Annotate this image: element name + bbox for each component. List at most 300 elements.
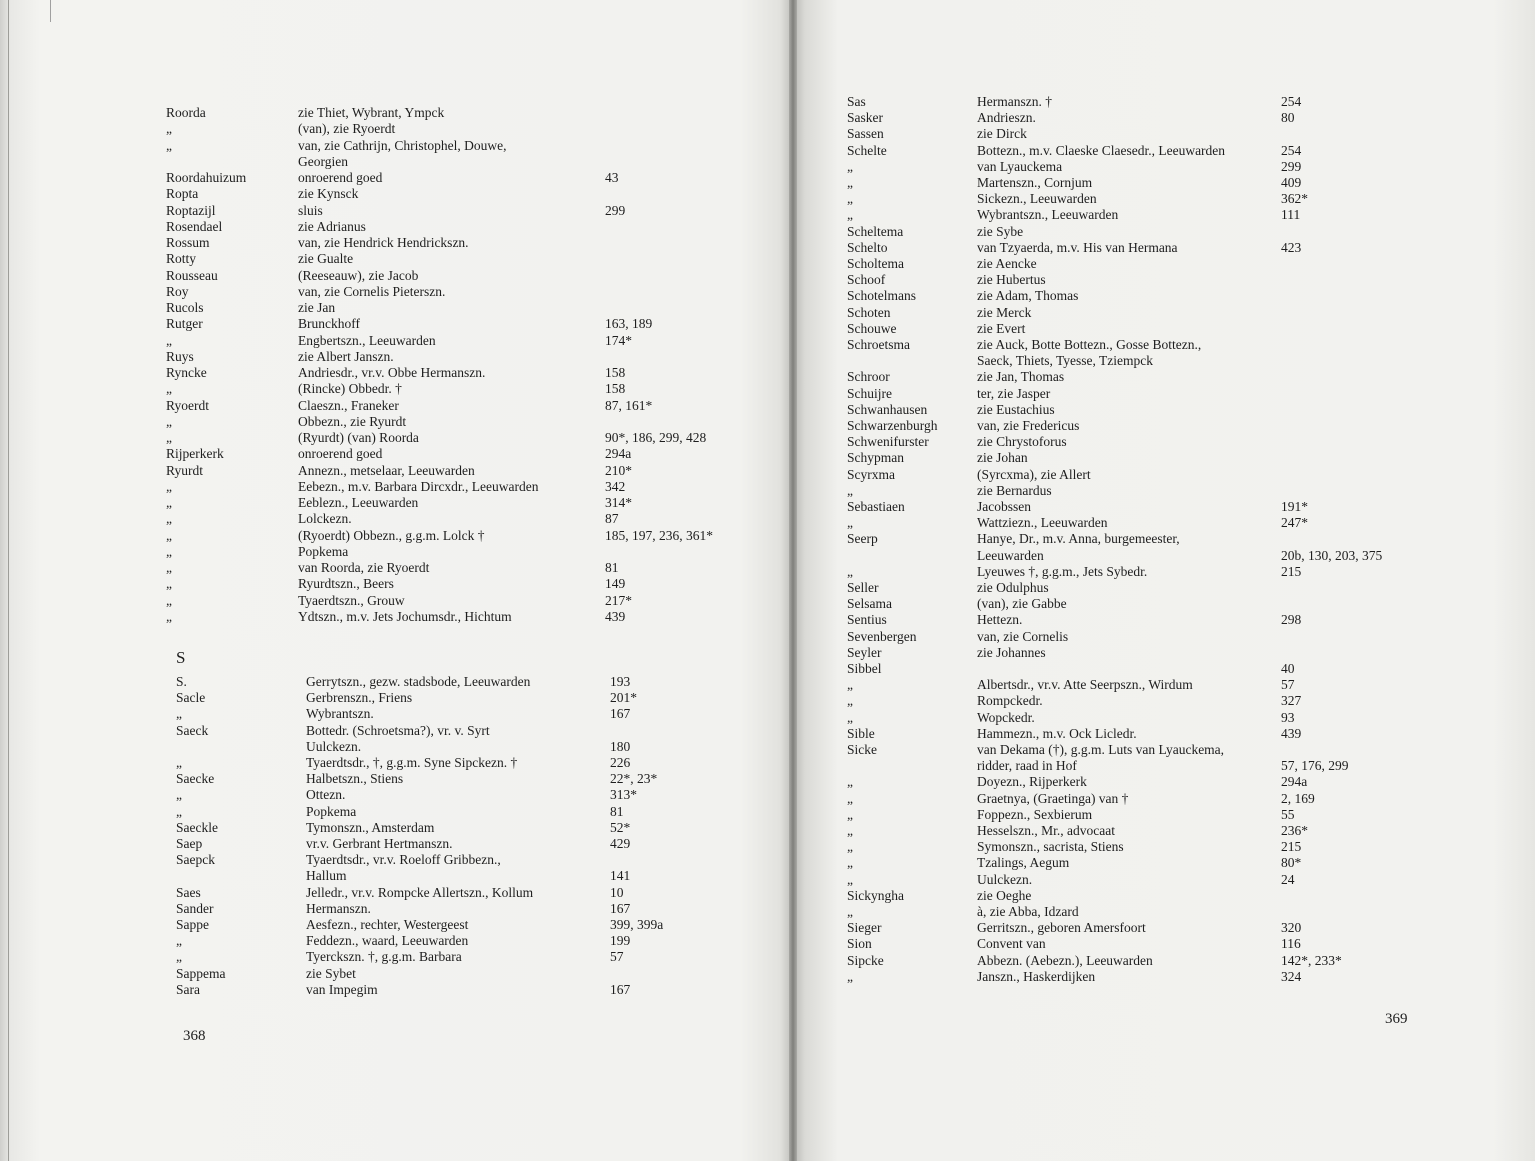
entry-name: Schroetsma [847, 337, 910, 352]
entry-description: Wattziezn., Leeuwarden [977, 515, 1108, 531]
index-entry [793, 240, 1535, 256]
book-gutter [789, 0, 797, 1161]
entry-description: Gerrytszn., gezw. stadsbode, Leeuwarden [306, 674, 531, 689]
entry-name: Sickyngha [847, 887, 904, 903]
entry-name: Ryoerdt [166, 397, 209, 413]
entry-page-refs: 40 [1281, 661, 1295, 676]
index-entry [793, 369, 1535, 385]
entry-description: zie Johan [977, 450, 1028, 466]
entry-page-refs: 247* [1281, 515, 1308, 531]
index-entry [0, 723, 793, 739]
entry-page-refs: 226 [610, 755, 631, 770]
section-letter: S [176, 648, 186, 667]
index-entry [793, 418, 1535, 434]
entry-page-refs: 90*, 186, 299, 428 [605, 430, 707, 445]
entry-description: Tzalings, Aegum [977, 855, 1070, 871]
entry-name: Roy [166, 283, 189, 299]
entry-description: Claeszn., Franeker [298, 397, 399, 413]
index-entry [0, 365, 793, 381]
entry-description: zie Evert [977, 320, 1026, 336]
entry-name: Selsama [847, 596, 892, 612]
index-entry [793, 434, 1535, 450]
entry-page-refs: 217* [605, 592, 632, 608]
entry-name: „ [847, 563, 853, 579]
index-entry [0, 609, 793, 625]
index-entry [793, 272, 1535, 288]
entry-name: Rousseau [166, 267, 218, 283]
index-entry [793, 386, 1535, 402]
index-entry [793, 920, 1535, 936]
entry-name: „ [166, 560, 172, 575]
entry-description: Tyerckszn. †, g.g.m. Barbara [306, 949, 462, 965]
index-entry [793, 936, 1535, 952]
entry-name: „ [166, 511, 172, 527]
entry-page-refs: 409 [1281, 175, 1302, 190]
index-entry [793, 742, 1535, 758]
entry-name: Scholtema [847, 256, 904, 271]
index-entry [0, 235, 793, 251]
entry-description: (Reeseauw), zie Jacob [298, 267, 419, 283]
index-entry [0, 528, 793, 544]
entry-description: zie Jan, Thomas [977, 369, 1065, 385]
entry-description: Aesfezn., rechter, Westergeest [306, 917, 469, 932]
entry-description: Leeuwarden [977, 547, 1044, 563]
index-entry [0, 268, 793, 284]
entry-description: Jelledr., vr.v. Rompcke Allertszn., Kollum [306, 884, 534, 900]
entry-description: (van), zie Ryoerdt [298, 121, 396, 137]
index-entry [0, 316, 793, 332]
entry-description: (Syrcxma), zie Allert [977, 466, 1091, 482]
entry-name: Sander [176, 900, 214, 916]
entry-description: Georgien [298, 153, 348, 169]
entry-description: zie Auck, Botte Bottezn., Gosse Bottezn., [977, 337, 1202, 352]
entry-page-refs: 142*, 233* [1281, 952, 1342, 968]
entry-page-refs: 439 [605, 608, 626, 624]
entry-page-refs: 111 [1281, 207, 1301, 223]
entry-name: Schuijre [847, 385, 892, 401]
entry-page-refs: 201* [610, 690, 637, 706]
entry-description: Albertsdr., vr.v. Atte Seerpszn., Wirdum [977, 677, 1193, 693]
entry-description: zie Thiet, Wybrant, Ympck [298, 105, 445, 120]
index-entry [0, 219, 793, 235]
entry-page-refs: 87, 161* [605, 397, 653, 413]
entry-name: „ [847, 839, 853, 855]
entry-name: Seller [847, 580, 879, 595]
entry-name: Rutger [166, 316, 203, 332]
entry-page-refs: 191* [1281, 499, 1308, 514]
entry-name: Schotelmans [847, 288, 916, 304]
entry-page-refs: 180 [610, 738, 631, 754]
entry-name: Seyler [847, 644, 882, 660]
index-entry [0, 203, 793, 219]
entry-description: van Tzyaerda, m.v. His van Hermana [977, 239, 1178, 255]
entry-description: zie Dirck [977, 126, 1027, 142]
entry-description: zie Adrianus [298, 218, 366, 234]
entry-name: „ [166, 381, 172, 397]
index-entry [0, 885, 793, 901]
entry-name: Saeck [176, 722, 209, 738]
entry-description: (Rincke) Obbedr. † [298, 381, 402, 397]
entry-page-refs: 199 [610, 933, 631, 949]
index-entry [0, 349, 793, 365]
entry-description: Foppezn., Sexbierum [977, 806, 1093, 822]
entry-description: Uulckezn. [977, 871, 1033, 887]
entry-name: „ [166, 413, 172, 429]
entry-name: „ [847, 823, 853, 838]
entry-description: ter, zie Jasper [977, 385, 1051, 401]
entry-page-refs: 215 [1281, 563, 1302, 579]
index-entry [0, 138, 793, 154]
index-entry [793, 823, 1535, 839]
index-entry [793, 580, 1535, 596]
index-entry [0, 901, 793, 917]
entry-name: „ [847, 515, 853, 531]
entry-description: Andrieszn. [977, 110, 1036, 126]
entry-name: Schoof [847, 272, 886, 288]
entry-page-refs: 158 [605, 365, 626, 380]
entry-page-refs: 163, 189 [605, 316, 653, 332]
entry-description: Engbertszn., Leeuwarden [298, 332, 436, 348]
entry-page-refs: 52* [610, 819, 631, 835]
index-entry [793, 548, 1535, 564]
entry-name: Sieger [847, 920, 882, 936]
index-entry [793, 807, 1535, 823]
entry-description: (Ryurdt) (van) Roorda [298, 430, 419, 445]
index-entry [793, 872, 1535, 888]
index-entry [793, 564, 1535, 580]
page-number-left: 368 [183, 1028, 206, 1044]
entry-name: Schoten [847, 304, 891, 320]
entry-description: zie Eustachius [977, 401, 1055, 417]
entry-name: „ [847, 790, 853, 806]
index-entry [0, 381, 793, 397]
index-entry [793, 305, 1535, 321]
entry-description: Bottedr. (Schroetsma?), vr. v. Syrt [306, 722, 490, 738]
entry-name: „ [176, 949, 182, 965]
entry-description: zie Albert Janszn. [298, 348, 394, 364]
index-entry [793, 191, 1535, 207]
index-entry [0, 787, 793, 803]
index-entry [0, 333, 793, 349]
index-entry [793, 953, 1535, 969]
index-entry [0, 544, 793, 560]
entry-name: „ [166, 592, 172, 608]
entry-name: „ [847, 709, 853, 725]
index-entry [0, 495, 793, 511]
entry-name: Roptazijl [166, 202, 216, 218]
index-entry [793, 288, 1535, 304]
entry-page-refs: 167 [610, 900, 631, 916]
entry-name: „ [847, 968, 853, 984]
entry-name: Saeckle [176, 819, 218, 835]
index-entry [793, 531, 1535, 547]
index-entry [793, 726, 1535, 742]
entry-name: Rotty [166, 251, 197, 267]
entry-name: Sion [847, 936, 872, 952]
entry-name: Scheltema [847, 223, 904, 239]
entry-page-refs: 20b, 130, 203, 375 [1281, 547, 1383, 563]
entry-description: Uulckezn. [306, 738, 362, 754]
entry-name: Sara [176, 981, 200, 997]
entry-name: „ [176, 787, 182, 803]
entry-name: Saecke [176, 771, 215, 787]
entry-page-refs: 423 [1281, 239, 1302, 255]
entry-name: Rossum [166, 235, 210, 250]
entry-description: van Impegim [306, 981, 378, 997]
entry-description: Tyaerdtszn., Grouw [298, 592, 405, 608]
entry-name: „ [176, 933, 182, 949]
entry-name: „ [847, 693, 853, 709]
index-entry [793, 596, 1535, 612]
entry-page-refs: 299 [605, 202, 626, 218]
entry-description: Lyeuwes †, g.g.m., Jets Sybedr. [977, 563, 1148, 579]
entry-description: van Roorda, zie Ryoerdt [298, 560, 430, 575]
index-entry [0, 398, 793, 414]
entry-name: „ [847, 677, 853, 693]
entry-description: Ryurdtszn., Beers [298, 576, 394, 592]
entry-description: Wybrantszn., Leeuwarden [977, 207, 1119, 223]
index-entry [793, 661, 1535, 677]
entry-page-refs: 399, 399a [610, 917, 664, 932]
entry-page-refs: 215 [1281, 839, 1302, 855]
entry-name: „ [847, 774, 853, 790]
entry-page-refs: 2, 169 [1281, 790, 1315, 806]
index-entry [793, 159, 1535, 175]
entry-description: ridder, raad in Hof [977, 758, 1077, 774]
entry-description: Tyaerdtsdr., vr.v. Roeloff Gribbezn., [306, 852, 501, 868]
entry-description: Bottezn., m.v. Claeske Claesedr., Leeuwarden [977, 142, 1226, 158]
entry-name: „ [176, 706, 182, 722]
entry-page-refs: 254 [1281, 94, 1302, 109]
entry-description: Tyaerdtsdr., †, g.g.m. Syne Sipckezn. † [306, 755, 518, 770]
entry-name: Schouwe [847, 320, 897, 336]
entry-page-refs: 320 [1281, 920, 1302, 936]
index-entry [793, 677, 1535, 693]
entry-name: Schelte [847, 142, 887, 158]
index-entry [793, 499, 1535, 515]
index-entry [0, 852, 793, 868]
entry-page-refs: 193 [610, 674, 631, 689]
entry-description: zie Bernardus [977, 482, 1052, 498]
entry-description: onroerend goed [298, 170, 383, 185]
entry-description: van, zie Hendrick Hendrickszn. [298, 235, 469, 250]
entry-description: zie Hubertus [977, 272, 1046, 288]
entry-page-refs: 158 [605, 381, 626, 397]
entry-name: Sebastiaen [847, 499, 905, 514]
entry-description: Martenszn., Cornjum [977, 175, 1093, 190]
index-entry [0, 820, 793, 836]
entry-page-refs: 236* [1281, 823, 1308, 838]
entry-description: Ottezn. [306, 787, 346, 803]
entry-description: zie Odulphus [977, 580, 1049, 595]
entry-description: Popkema [298, 543, 349, 559]
entry-name: „ [847, 806, 853, 822]
entry-name: „ [847, 855, 853, 871]
entry-description: zie Kynsck [298, 186, 359, 202]
entry-name: Sevenbergen [847, 628, 917, 644]
entry-description: (van), zie Gabbe [977, 596, 1067, 612]
entry-name: „ [166, 543, 172, 559]
entry-description: van Dekama (†), g.g.m. Luts van Lyauckema, [977, 742, 1225, 757]
entry-description: zie Aencke [977, 256, 1037, 271]
entry-name: „ [166, 430, 172, 445]
entry-description: van Lyauckema [977, 158, 1063, 174]
entry-description: Hermanszn. [306, 900, 371, 916]
entry-page-refs: 55 [1281, 806, 1295, 822]
entry-name: Sibbel [847, 661, 882, 676]
entry-description: Wybrantszn. [306, 706, 374, 722]
index-entry [0, 121, 793, 137]
entry-description: Jacobssen [977, 499, 1031, 514]
entry-page-refs: 87 [605, 511, 619, 527]
entry-name: S. [176, 674, 187, 689]
entry-page-refs: 429 [610, 836, 631, 851]
entry-name: Roordahuizum [166, 170, 247, 185]
index-entry [793, 904, 1535, 920]
entry-page-refs: 314* [605, 495, 632, 510]
entry-description: van, zie Cornelis [977, 628, 1069, 644]
index-entry [793, 629, 1535, 645]
entry-name: Ryncke [166, 365, 207, 380]
index-entry [793, 207, 1535, 223]
entry-description: zie Sybet [306, 965, 356, 981]
index-entry [0, 966, 793, 982]
entry-description: Hallum [306, 868, 347, 884]
entry-name: „ [176, 803, 182, 819]
entry-description: zie Merck [977, 304, 1032, 320]
index-entry [0, 739, 793, 755]
entry-name: „ [847, 175, 853, 190]
entry-description: zie Oeghe [977, 887, 1032, 903]
entry-page-refs: 210* [605, 462, 632, 478]
entry-description: zie Adam, Thomas [977, 288, 1079, 304]
entry-page-refs: 324 [1281, 968, 1302, 984]
entry-page-refs: 24 [1281, 871, 1295, 887]
index-entry [0, 706, 793, 722]
index-entry [0, 674, 793, 690]
entry-name: Sassen [847, 126, 884, 142]
entry-page-refs: 93 [1281, 709, 1295, 725]
index-entry [0, 560, 793, 576]
entry-name: „ [166, 495, 172, 510]
entry-description: Janszn., Haskerdijken [977, 968, 1096, 984]
index-entry [0, 446, 793, 462]
index-entry [793, 515, 1535, 531]
entry-name: Schroor [847, 369, 890, 385]
entry-name: Rucols [166, 300, 204, 315]
index-entry [793, 693, 1535, 709]
entry-description: onroerend goed [298, 446, 383, 462]
index-entry [0, 105, 793, 121]
index-entry [793, 467, 1535, 483]
entry-page-refs: 10 [610, 884, 624, 900]
index-entry [793, 110, 1535, 126]
index-entry [793, 645, 1535, 661]
entry-page-refs: 149 [605, 576, 626, 592]
entry-description: Doyezn., Rijperkerk [977, 774, 1087, 790]
index-entry [0, 284, 793, 300]
index-entry [0, 949, 793, 965]
index-entry [0, 511, 793, 527]
entry-description: Feddezn., waard, Leeuwarden [306, 933, 469, 949]
entry-name: „ [166, 137, 172, 153]
index-entry [0, 868, 793, 884]
index-entry [0, 154, 793, 170]
entry-name: Sible [847, 725, 875, 741]
index-entry [793, 94, 1535, 110]
entry-name: Schelto [847, 239, 888, 255]
entry-name: Sasker [847, 110, 883, 126]
entry-description: Annezn., metselaar, Leeuwarden [298, 462, 475, 478]
entry-description: à, zie Abba, Idzard [977, 904, 1079, 919]
entry-description: Popkema [306, 803, 357, 819]
index-entry [0, 836, 793, 852]
index-entry [793, 758, 1535, 774]
index-entry [793, 353, 1535, 369]
entry-page-refs: 81 [610, 803, 624, 819]
entry-description: Hettezn. [977, 612, 1023, 628]
entry-page-refs: 254 [1281, 142, 1302, 158]
entry-page-refs: 80 [1281, 110, 1295, 126]
entry-name: Saepck [176, 852, 215, 868]
entry-description: Hesselszn., Mr., advocaat [977, 823, 1115, 838]
index-entry [793, 143, 1535, 159]
entry-page-refs: 185, 197, 236, 361* [605, 527, 713, 543]
entry-page-refs: 141 [610, 868, 631, 884]
index-entry [0, 804, 793, 820]
entry-name: „ [166, 576, 172, 592]
entry-description: zie Gualte [298, 251, 354, 267]
index-entry [793, 855, 1535, 871]
entry-page-refs: 362* [1281, 191, 1308, 207]
index-entry [793, 774, 1535, 790]
index-entry [0, 982, 793, 998]
index-entry [0, 576, 793, 592]
entry-page-refs: 57 [610, 949, 624, 965]
entry-description: van, zie Cathrijn, Christophel, Douwe, [298, 137, 507, 153]
entry-name: Seerp [847, 531, 878, 547]
entry-description: Hammezn., m.v. Ock Licledr. [977, 725, 1137, 741]
index-entry [0, 917, 793, 933]
entry-description: zie Jan [298, 300, 336, 315]
entry-page-refs: 294a [605, 446, 632, 462]
entry-description: Graetnya, (Graetinga) van † [977, 790, 1129, 806]
entry-description: van, zie Cornelis Pieterszn. [298, 283, 446, 299]
entry-page-refs: 80* [1281, 855, 1302, 871]
right-index-entries [793, 0, 1535, 1161]
index-entry [793, 321, 1535, 337]
page-number-right: 369 [1385, 1011, 1408, 1027]
entry-page-refs: 174* [605, 332, 632, 348]
index-entry [0, 755, 793, 771]
entry-description: Gerritszn., geboren Amersfoort [977, 920, 1146, 936]
entry-name: „ [847, 904, 853, 919]
entry-description: Hermanszn. † [977, 94, 1052, 109]
entry-page-refs: 298 [1281, 612, 1302, 628]
entry-page-refs: 327 [1281, 693, 1302, 709]
entry-name: Sacle [176, 690, 206, 706]
entry-name: Sas [847, 94, 866, 109]
entry-name: „ [166, 527, 172, 543]
entry-description: zie Johannes [977, 644, 1046, 660]
entry-name: Rijperkerk [166, 446, 224, 462]
index-entry [793, 710, 1535, 726]
index-entry [0, 251, 793, 267]
entry-description: Sickezn., Leeuwarden [977, 191, 1097, 207]
entry-description: Rompckedr. [977, 693, 1043, 709]
index-entry [0, 463, 793, 479]
entry-name: Sipcke [847, 952, 884, 968]
